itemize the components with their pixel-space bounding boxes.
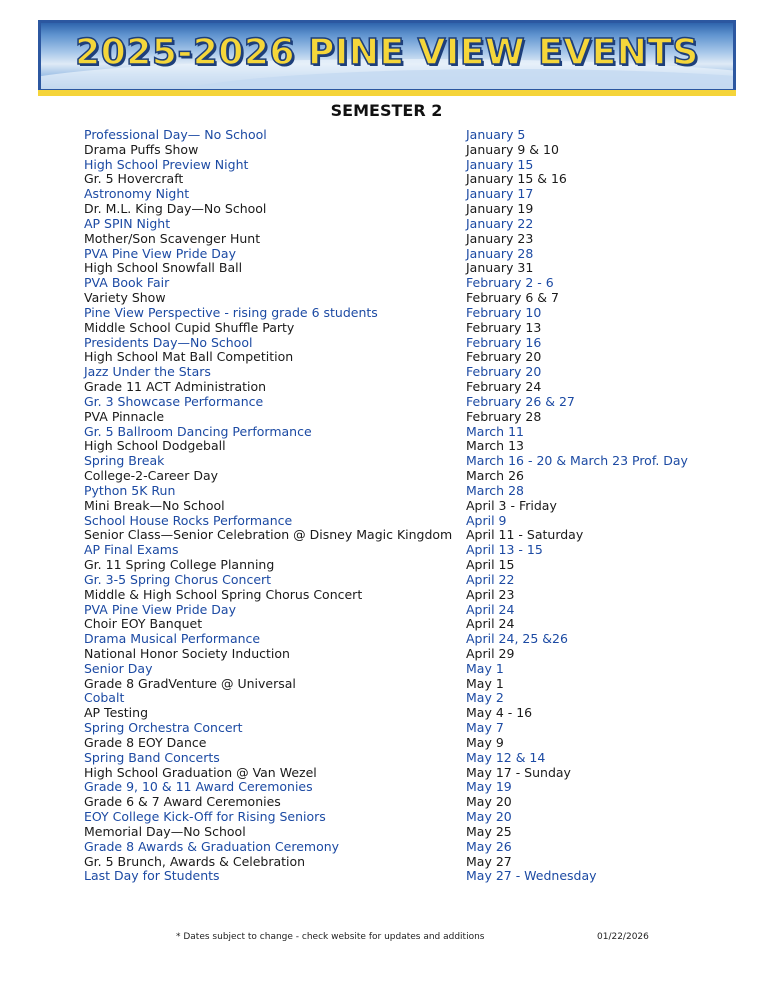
event-name: Memorial Day—No School [84,823,246,839]
event-date: January 22 [466,215,534,231]
event-name: Last Day for Students [84,868,220,884]
event-name: School House Rocks Performance [84,512,293,528]
event-name: High School Dodgeball [84,438,226,454]
event-row [84,128,724,143]
event-row [84,425,724,440]
event-name: Cobalt [84,690,125,706]
event-row [84,499,724,514]
event-row [84,528,724,543]
event-name: Grade 9, 10 & 11 Award Ceremonies [84,779,313,795]
event-row [84,855,724,870]
event-name: Gr. 11 Spring College Planning [84,557,275,573]
event-row [84,439,724,454]
event-row [84,291,724,306]
event-name: Mini Break—No School [84,497,225,513]
event-date: January 28 [466,245,534,261]
event-row [84,677,724,692]
event-name: AP Final Exams [84,542,179,558]
event-name: AP Testing [84,705,149,721]
event-name: Pine View Perspective - rising grade 6 students [84,304,378,320]
event-row [84,588,724,603]
event-row [84,232,724,247]
banner-stripe [38,90,736,96]
event-name: Choir EOY Banquet [84,616,203,632]
event-row [84,158,724,173]
event-row [84,350,724,365]
event-row [84,691,724,706]
footer-note: * Dates subject to change - check website for updates and additions [176,932,485,942]
event-date: January 31 [466,260,534,276]
event-date: February 20 [466,349,542,365]
event-name: High School Preview Night [84,156,249,172]
event-row [84,662,724,677]
event-name: High School Snowfall Ball [84,260,243,276]
event-row [84,217,724,232]
event-name: Python 5K Run [84,482,176,498]
event-date: March 13 [466,438,524,454]
event-row [84,143,724,158]
event-name: Jazz Under the Stars [84,364,211,380]
event-row [84,810,724,825]
event-row [84,795,724,810]
event-date: January 17 [466,186,534,202]
event-row [84,751,724,766]
footer-date: 01/22/2026 [597,932,649,942]
event-row [84,410,724,425]
event-date: February 28 [466,408,542,424]
event-date: May 7 [466,720,504,736]
event-row [84,573,724,588]
event-name: Spring Orchestra Concert [84,720,243,736]
event-name: Mother/Son Scavenger Hunt [84,230,261,246]
event-name: Gr. 3 Showcase Performance [84,393,264,409]
event-date: May 26 [466,838,512,854]
event-date: April 22 [466,571,515,587]
event-date: April 24, 25 &26 [466,631,568,647]
event-name: Grade 8 Awards & Graduation Ceremony [84,838,340,854]
event-name: Spring Band Concerts [84,749,220,765]
event-date: March 16 - 20 & March 23 Prof. Day [466,453,688,469]
event-row [84,869,724,884]
event-date: April 15 [466,557,515,573]
event-date: May 1 [466,675,504,691]
event-name: Drama Puffs Show [84,141,199,157]
event-row [84,172,724,187]
event-date: April 9 [466,512,507,528]
event-date: April 13 - 15 [466,542,543,558]
event-row [84,484,724,499]
event-name: Gr. 5 Ballroom Dancing Performance [84,423,312,439]
event-date: May 27 [466,853,512,869]
event-date: January 15 [466,156,534,172]
event-name: Senior Class—Senior Celebration @ Disney Magic Kingdom [84,527,453,543]
event-date: May 12 & 14 [466,749,546,765]
event-date: February 2 - 6 [466,275,554,291]
event-date: February 16 [466,334,542,350]
event-date: May 2 [466,690,504,706]
event-date: May 4 - 16 [466,705,533,721]
event-name: High School Graduation @ Van Wezel [84,764,317,780]
event-date: April 24 [466,616,515,632]
event-date: April 24 [466,601,515,617]
event-row [84,336,724,351]
event-name: Grade 11 ACT Administration [84,379,267,395]
event-name: High School Mat Ball Competition [84,349,294,365]
event-date: January 5 [466,127,526,142]
event-row [84,558,724,573]
event-name: Drama Musical Performance [84,631,261,647]
event-row [84,306,724,321]
event-name: College-2-Career Day [84,468,219,484]
event-date: January 23 [466,230,534,246]
event-date: February 6 & 7 [466,290,559,306]
event-date: April 3 - Friday [466,497,557,513]
event-name: Astronomy Night [84,186,190,202]
event-name: Professional Day— No School [84,127,267,142]
page-title: 2025-2026 PINE VIEW EVENTS [75,32,699,73]
event-date: May 9 [466,734,504,750]
event-row [84,261,724,276]
event-row [84,736,724,751]
event-row [84,840,724,855]
event-date: May 20 [466,809,512,825]
title-banner [38,20,736,92]
event-row [84,202,724,217]
event-row [84,780,724,795]
event-row [84,825,724,840]
event-name: National Honor Society Induction [84,645,290,661]
event-row [84,454,724,469]
event-name: Variety Show [84,290,166,306]
event-name: Grade 6 & 7 Award Ceremonies [84,794,281,810]
event-row [84,469,724,484]
event-date: May 19 [466,779,512,795]
event-row [84,365,724,380]
event-name: PVA Book Fair [84,275,170,291]
event-name: EOY College Kick-Off for Rising Seniors [84,809,326,825]
event-row [84,647,724,662]
event-date: March 11 [466,423,524,439]
event-date: January 9 & 10 [466,141,559,157]
event-name: PVA Pine View Pride Day [84,601,236,617]
event-name: Grade 8 GradVenture @ Universal [84,675,296,691]
event-date: February 20 [466,364,542,380]
event-name: PVA Pinnacle [84,408,165,424]
event-date: March 26 [466,468,524,484]
event-name: Middle School Cupid Shuffle Party [84,319,295,335]
event-date: May 17 - Sunday [466,764,571,780]
event-name: Grade 8 EOY Dance [84,734,207,750]
event-name: AP SPIN Night [84,215,171,231]
event-date: March 28 [466,482,524,498]
event-date: May 27 - Wednesday [466,868,597,884]
semester-heading: SEMESTER 2 [330,101,443,120]
event-date: April 11 - Saturday [466,527,584,543]
event-date: February 13 [466,319,542,335]
event-row [84,603,724,618]
event-row [84,543,724,558]
event-name: Gr. 5 Brunch, Awards & Celebration [84,853,306,869]
event-row [84,247,724,262]
event-row [84,395,724,410]
event-row [84,187,724,202]
event-name: Gr. 5 Hovercraft [84,171,184,187]
event-name: PVA Pine View Pride Day [84,245,236,261]
events-list [84,128,724,884]
event-name: Middle & High School Spring Chorus Concert [84,586,363,602]
event-date: February 24 [466,379,542,395]
event-name: Spring Break [84,453,165,469]
event-date: January 15 & 16 [466,171,567,187]
event-row [84,617,724,632]
event-name: Presidents Day—No School [84,334,253,350]
event-row [84,632,724,647]
event-row [84,276,724,291]
event-date: May 20 [466,794,512,810]
event-date: April 29 [466,645,515,661]
event-row [84,321,724,336]
event-row [84,706,724,721]
event-date: February 10 [466,304,542,320]
event-row [84,766,724,781]
event-name: Dr. M.L. King Day—No School [84,201,267,217]
event-date: January 19 [466,201,534,217]
event-date: May 1 [466,660,504,676]
event-date: May 25 [466,823,512,839]
event-date: February 26 & 27 [466,393,575,409]
event-name: Gr. 3-5 Spring Chorus Concert [84,571,272,587]
event-date: April 23 [466,586,515,602]
event-row [84,380,724,395]
event-row [84,514,724,529]
event-row [84,721,724,736]
event-name: Senior Day [84,660,153,676]
